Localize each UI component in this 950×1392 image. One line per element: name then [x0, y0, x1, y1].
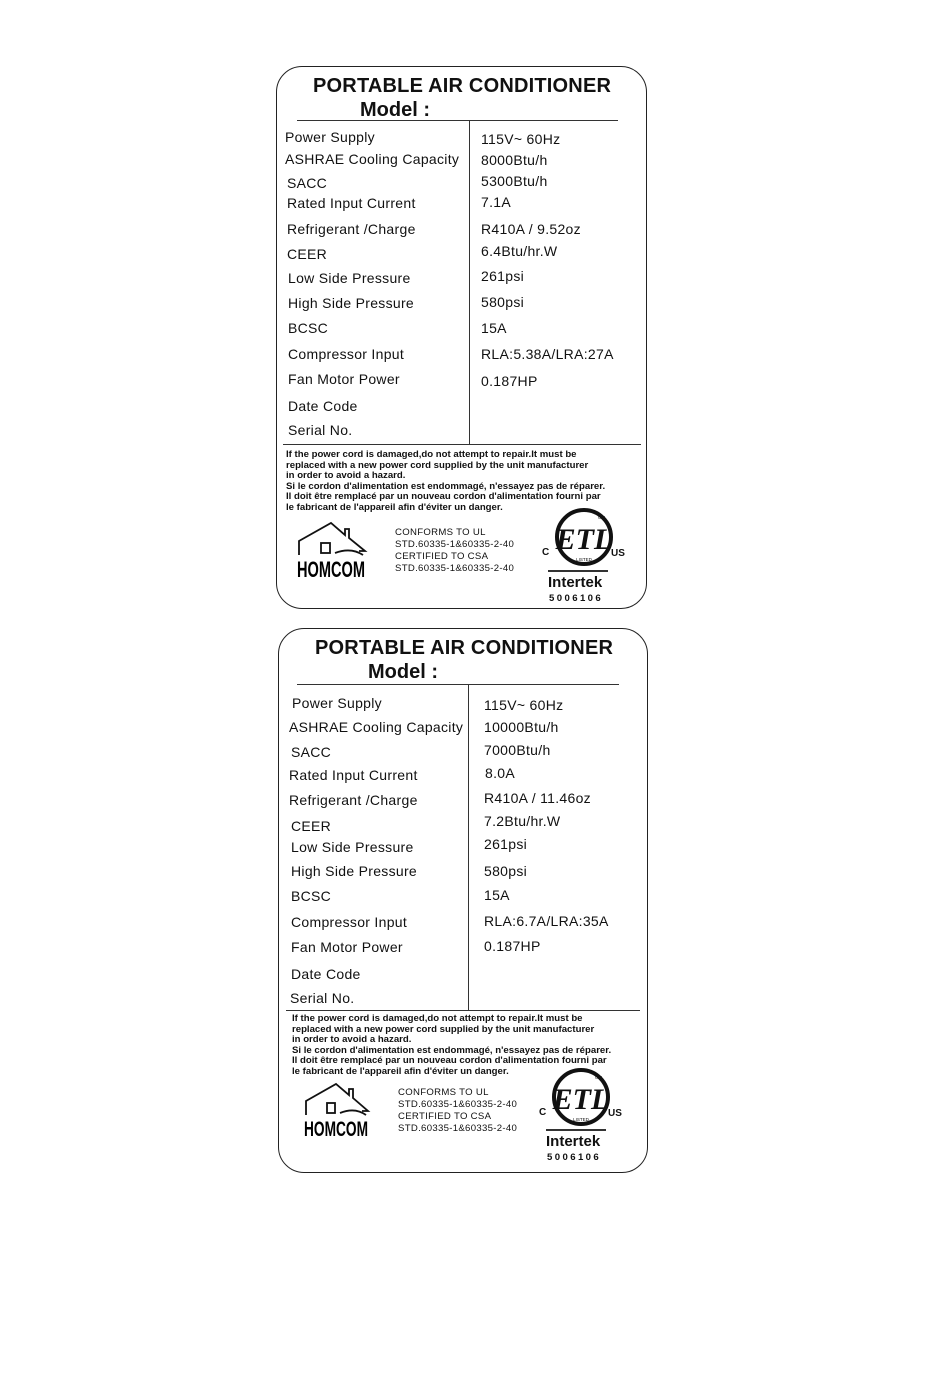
spec-value-low-side-pressure: 261psi	[481, 268, 525, 284]
warning-line: replaced with a new power cord supplied by the unit manufacturer	[286, 459, 589, 471]
spec-label-date-code: Date Code	[291, 966, 361, 982]
warning-line: in order to avoid a hazard.	[292, 1034, 412, 1046]
cert-line: STD.60335-1&60335-2-40	[398, 1123, 518, 1134]
title-divider	[297, 684, 619, 685]
warning-line: in order to avoid a hazard.	[286, 470, 406, 482]
spec-value-sacc: 5300Btu/h	[481, 173, 548, 189]
spec-value-compressor-input: RLA:5.38A/LRA:27A	[481, 346, 614, 362]
spec-label-low-side-pressure: Low Side Pressure	[288, 270, 411, 286]
warning-line: Il doit être remplacé par un nouveau cordon d'alimentation fourni par	[286, 491, 601, 503]
spec-label-power-supply: Power Supply	[285, 129, 375, 145]
spec-label-high-side-pressure: High Side Pressure	[288, 295, 415, 311]
etl-listed-mark	[540, 507, 628, 571]
homcom-logo	[302, 1082, 372, 1141]
label-title: PORTABLE AIR CONDITIONER	[315, 637, 614, 659]
spec-label-sacc: SACC	[287, 175, 328, 191]
spec-value-rated-input-current: 7.1A	[481, 194, 511, 210]
etl-listed-mark	[537, 1067, 625, 1131]
svg-text:ETL: ETL	[552, 1083, 610, 1116]
spec-value-bcsc: 15A	[481, 320, 507, 336]
spec-value-refrigerant: R410A / 11.46oz	[484, 790, 591, 806]
spec-label-ceer: CEER	[291, 818, 332, 834]
spec-value-compressor-input: RLA:6.7A/LRA:35A	[484, 913, 609, 929]
table-bottom-divider	[283, 444, 641, 445]
warning-line: Il doit être remplacé par un nouveau cordon d'alimentation fourni par	[292, 1055, 607, 1067]
cert-line: CERTIFIED TO CSA	[395, 551, 489, 562]
warning-text	[286, 450, 605, 514]
spec-value-low-side-pressure: 261psi	[484, 836, 528, 852]
certificate-number: 5006106	[547, 1152, 602, 1163]
spec-label-compressor-input: Compressor Input	[288, 346, 405, 362]
cert-line: STD.60335-1&60335-2-40	[395, 539, 515, 550]
spec-value-high-side-pressure: 580psi	[484, 863, 528, 879]
spec-value-fan-motor-power: 0.187HP	[481, 373, 538, 389]
etl-us: US	[611, 548, 625, 559]
spec-label-fan-motor-power: Fan Motor Power	[291, 939, 403, 955]
etl-cm: CM	[598, 515, 605, 520]
certificate-number: 5006106	[549, 593, 604, 604]
spec-value-ashrae-capacity: 10000Btu/h	[484, 719, 559, 735]
certification-text	[398, 1087, 517, 1135]
spec-value-fan-motor-power: 0.187HP	[484, 938, 541, 954]
spec-label-serial-no: Serial No.	[290, 990, 355, 1006]
spec-value-ceer: 7.2Btu/hr.W	[484, 813, 561, 829]
svg-text:ETL: ETL	[555, 523, 613, 556]
rating-label-2	[278, 628, 648, 1173]
spec-label-power-supply: Power Supply	[292, 695, 382, 711]
homcom-logo	[295, 521, 369, 582]
spec-label-ashrae-capacity: ASHRAE Cooling Capacity	[289, 719, 464, 735]
title-divider	[297, 120, 618, 121]
spec-value-ceer: 6.4Btu/hr.W	[481, 243, 558, 259]
intertek-logo: Intertek	[548, 574, 603, 591]
label-title: PORTABLE AIR CONDITIONER	[313, 75, 612, 97]
warning-line: Si le cordon d'alimentation est endommagé, n'essayez pas de réparer.	[286, 480, 606, 492]
column-divider	[469, 120, 470, 444]
cert-line: STD.60335-1&60335-2-40	[398, 1099, 518, 1110]
brand-wordmark: HOMCOM	[304, 1118, 368, 1141]
column-divider	[468, 684, 469, 1010]
etl-us: US	[608, 1108, 622, 1119]
certification-text	[395, 527, 514, 575]
spec-label-ashrae-capacity: ASHRAE Cooling Capacity	[285, 151, 460, 167]
spec-label-fan-motor-power: Fan Motor Power	[288, 371, 400, 387]
spec-label-serial-no: Serial No.	[288, 422, 353, 438]
spec-label-compressor-input: Compressor Input	[291, 914, 408, 930]
spec-value-power-supply: 115V~ 60Hz	[484, 697, 564, 713]
spec-label-date-code: Date Code	[288, 398, 358, 414]
model-label: Model :	[368, 661, 438, 683]
spec-value-refrigerant: R410A / 9.52oz	[481, 221, 581, 237]
table-bottom-divider	[286, 1010, 640, 1011]
spec-label-low-side-pressure: Low Side Pressure	[291, 839, 414, 855]
etl-cm: CM	[595, 1075, 602, 1080]
intertek-rule	[546, 1129, 606, 1131]
warning-line: replaced with a new power cord supplied by the unit manufacturer	[292, 1023, 595, 1035]
spec-label-sacc: SACC	[291, 744, 332, 760]
spec-label-high-side-pressure: High Side Pressure	[291, 863, 418, 879]
spec-label-rated-input-current: Rated Input Current	[289, 767, 418, 783]
warning-line: If the power cord is damaged,do not attempt to repair.It must be	[292, 1013, 583, 1024]
cert-line: CERTIFIED TO CSA	[398, 1111, 492, 1122]
etl-c: C	[542, 547, 550, 558]
etl-listed: LISTED	[576, 557, 592, 562]
warning-line: le fabricant de l'appareil afin d'éviter un danger.	[286, 501, 503, 513]
spec-value-ashrae-capacity: 8000Btu/h	[481, 152, 548, 168]
spec-value-power-supply: 115V~ 60Hz	[481, 131, 561, 147]
rating-label-1	[276, 66, 647, 609]
cert-line: CONFORMS TO UL	[398, 1087, 489, 1098]
intertek-logo: Intertek	[546, 1133, 601, 1150]
etl-listed: LISTED	[573, 1117, 589, 1122]
etl-c: C	[539, 1107, 547, 1118]
spec-value-sacc: 7000Btu/h	[484, 742, 551, 758]
spec-label-rated-input-current: Rated Input Current	[287, 195, 416, 211]
brand-wordmark: HOMCOM	[297, 557, 365, 582]
spec-value-rated-input-current: 8.0A	[485, 765, 515, 781]
warning-line: le fabricant de l'appareil afin d'éviter un danger.	[292, 1065, 509, 1077]
cert-line: CONFORMS TO UL	[395, 527, 486, 538]
cert-line: STD.60335-1&60335-2-40	[395, 563, 515, 574]
spec-label-bcsc: BCSC	[291, 888, 332, 904]
spec-value-high-side-pressure: 580psi	[481, 294, 525, 310]
spec-label-refrigerant: Refrigerant /Charge	[289, 792, 418, 808]
spec-label-refrigerant: Refrigerant /Charge	[287, 221, 416, 237]
spec-label-bcsc: BCSC	[288, 320, 329, 336]
warning-line: If the power cord is damaged,do not attempt to repair.It must be	[286, 449, 577, 460]
intertek-rule	[548, 570, 608, 572]
spec-value-bcsc: 15A	[484, 887, 510, 903]
model-label: Model :	[360, 99, 430, 121]
spec-label-ceer: CEER	[287, 246, 328, 262]
warning-line: Si le cordon d'alimentation est endommagé, n'essayez pas de réparer.	[292, 1044, 612, 1056]
